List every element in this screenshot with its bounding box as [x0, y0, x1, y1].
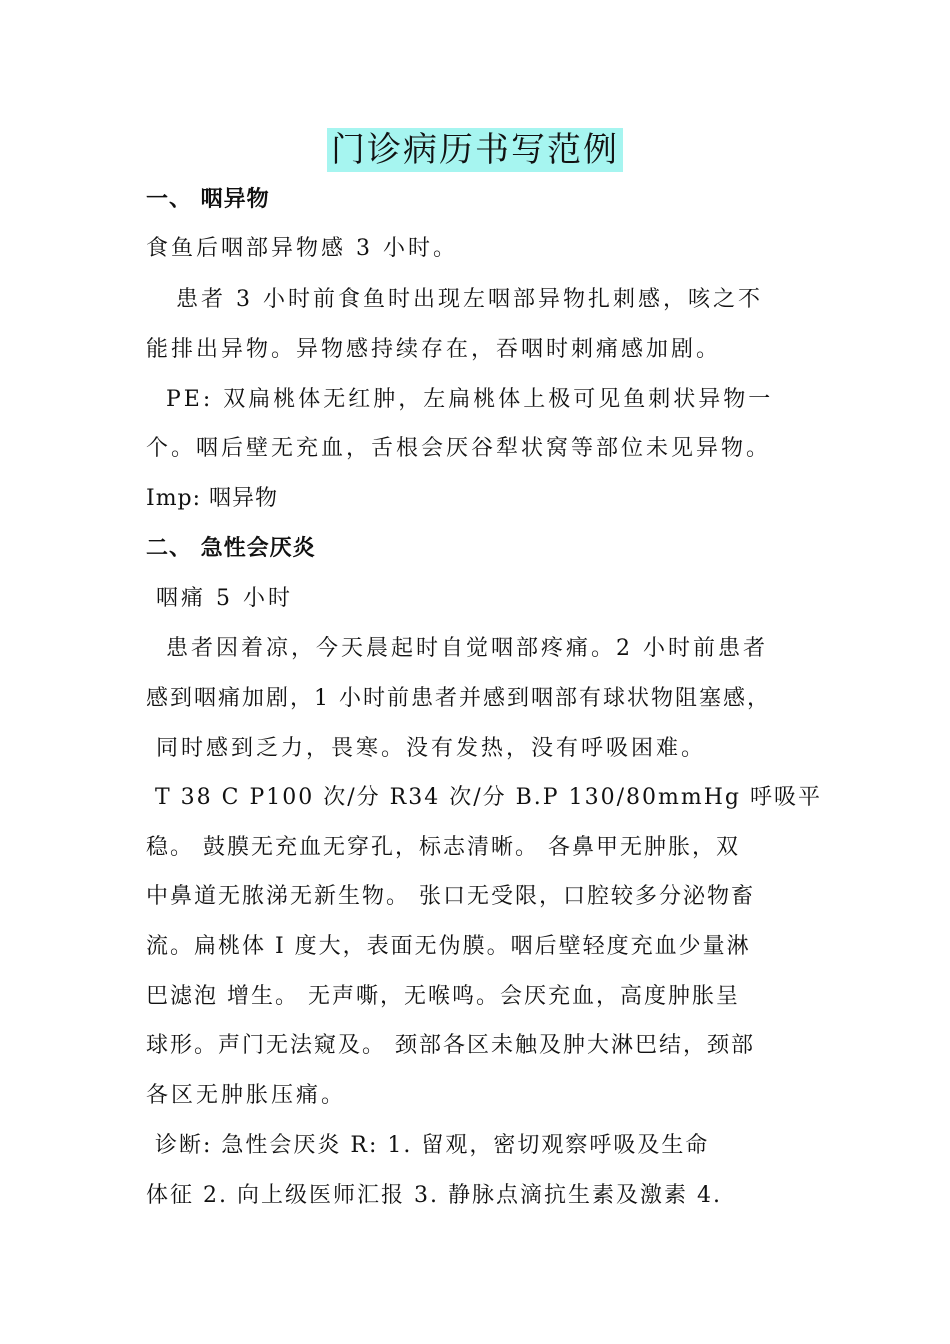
text-line: 巴滤泡 增生。 无声嘶，无喉鸣。会厌充血，高度肿胀呈 — [146, 984, 740, 1009]
section-heading: 二、 急性会厌炎 — [146, 536, 316, 561]
text-line: 稳。 鼓膜无充血无穿孔，标志清晰。 各鼻甲无肿胀，双 — [146, 835, 740, 860]
text-line: T 38 C P100 次/分 R34 次/分 B.P 130/80mmHg 呼吸平 — [146, 785, 822, 810]
text-line: 患者因着凉，今天晨起时自觉咽部疼痛。2 小时前患者 — [146, 636, 768, 661]
document-title: 门诊病历书写范例 — [327, 128, 623, 172]
text-line: 各区无肿胀压痛。 — [146, 1083, 347, 1108]
text-line: 体征 2. 向上级医师汇报 3. 静脉点滴抗生素及激素 4. — [146, 1183, 722, 1208]
text-line: 感到咽痛加剧，1 小时前患者并感到咽部有球状物阻塞感， — [146, 686, 771, 711]
text-line: 中鼻道无脓涕无新生物。 张口无受限，口腔较多分泌物畜 — [146, 884, 755, 909]
text-line: 球形。声门无法窥及。 颈部各区未触及肿大淋巴结，颈部 — [146, 1033, 755, 1058]
title-row — [0, 128, 950, 172]
text-line: 食鱼后咽部异物感 3 小时。 — [146, 236, 458, 261]
text-line: 个。咽后壁无充血，舌根会厌谷犁状窝等部位未见异物。 — [146, 436, 772, 461]
text-line: 患者 3 小时前食鱼时出现左咽部异物扎刺感，咳之不 — [146, 287, 763, 312]
text-line: 能排出异物。异物感持续存在，吞咽时刺痛感加剧。 — [146, 337, 722, 362]
text-line: 诊断: 急性会厌炎 R: 1. 留观，密切观察呼吸及生命 — [146, 1133, 710, 1158]
text-line: 流。扁桃体 I 度大，表面无伪膜。咽后壁轻度充血少量淋 — [146, 934, 751, 959]
section-heading: 一、 咽异物 — [146, 187, 270, 212]
text-line: PE: 双扁桃体无红肿，左扁桃体上极可见鱼刺状异物一 — [146, 387, 774, 412]
text-line: Imp: 咽异物 — [146, 486, 279, 511]
text-line: 同时感到乏力，畏寒。没有发热，没有呼吸困难。 — [146, 736, 706, 761]
text-line: 咽痛 5 小时 — [146, 586, 293, 611]
